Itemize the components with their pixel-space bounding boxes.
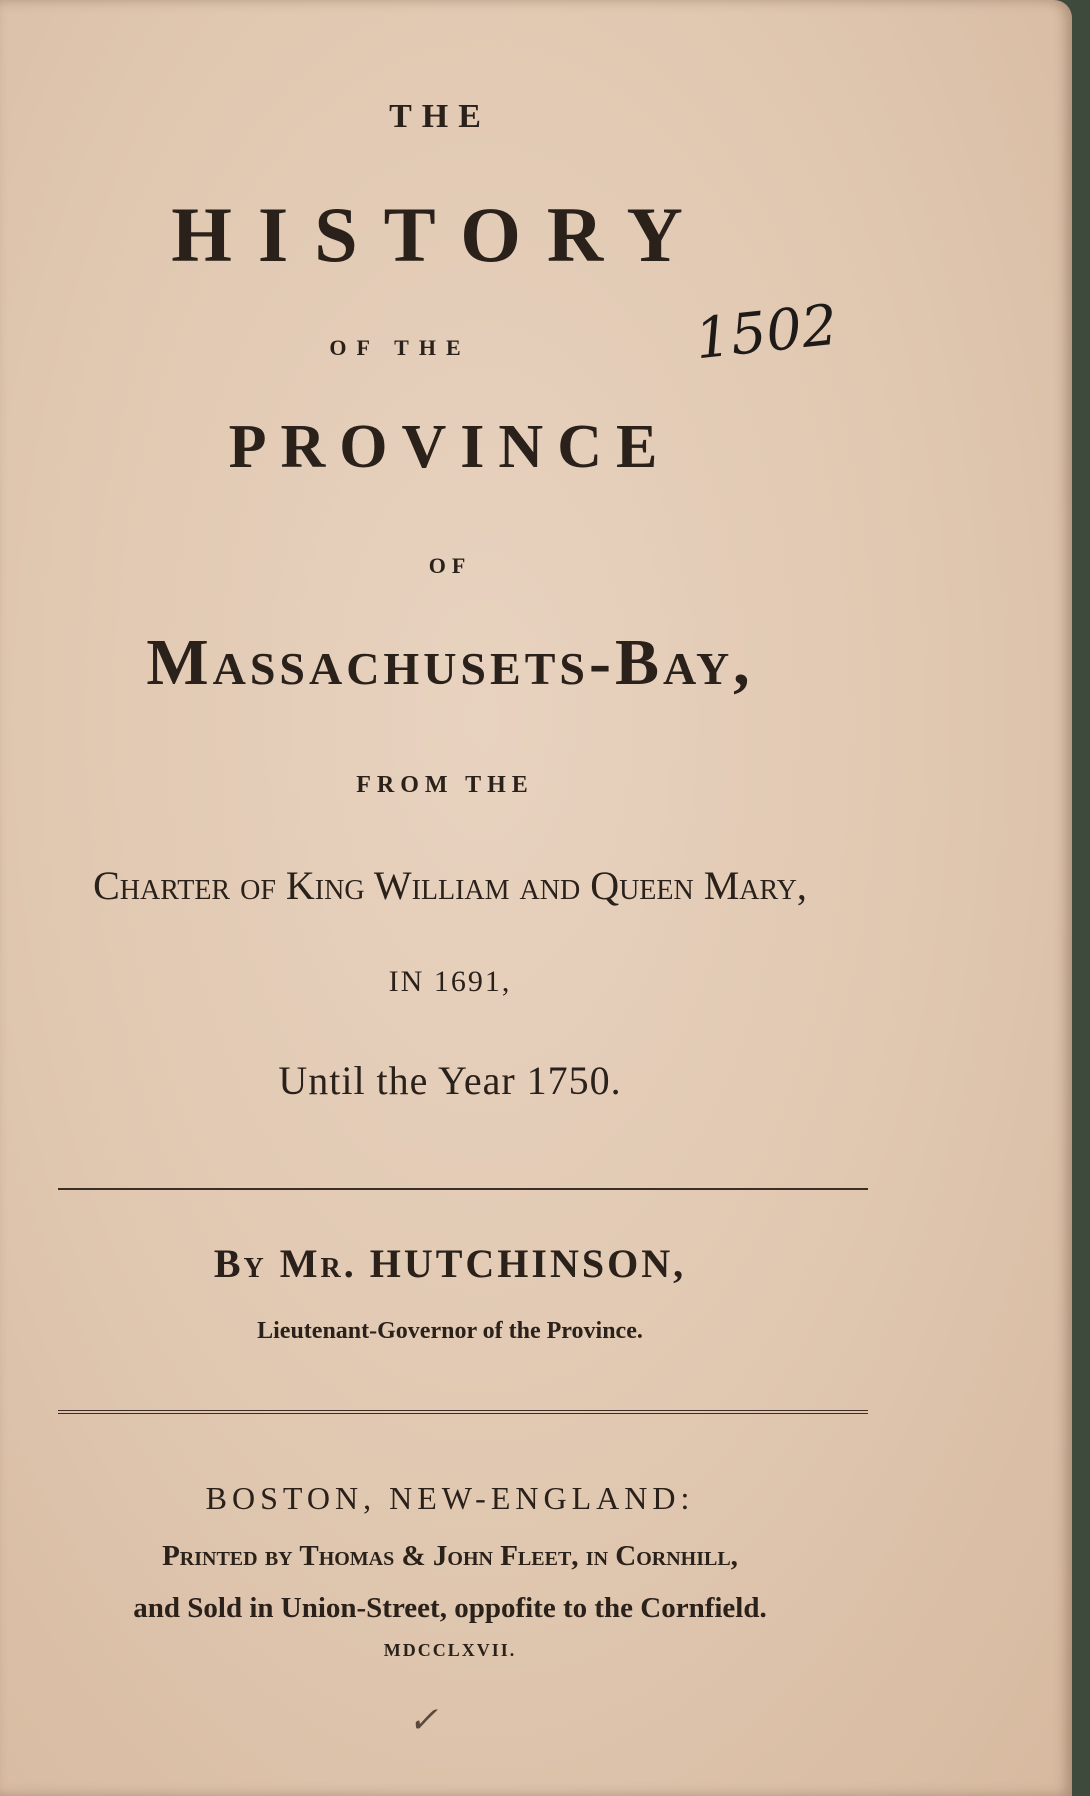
author-line: By Mr. HUTCHINSON,	[213, 1241, 687, 1286]
title-until: Until the Year 1750.	[278, 1058, 622, 1103]
title-of-the: OF THE	[329, 335, 471, 360]
title-in-year: IN 1691,	[388, 965, 512, 998]
title-of: OF	[428, 553, 472, 578]
double-divider-rule	[58, 1410, 868, 1418]
title-the: THE	[389, 98, 491, 135]
imprint-place: BOSTON, NEW-ENGLAND:	[205, 1480, 695, 1516]
imprint-printer: Printed by Thomas & John Fleet, in Cornhill,	[162, 1540, 738, 1572]
imprint-date: MDCCLXVII.	[383, 1640, 517, 1660]
divider-rule	[58, 1188, 868, 1190]
title-from-the: FROM THE	[356, 772, 534, 798]
title-charter: Charter of King William and Queen Mary,	[93, 863, 807, 908]
handwritten-check-mark: ✓	[408, 1700, 439, 1741]
author-title: Lieutenant-Governor of the Province.	[257, 1318, 643, 1344]
imprint-sold: and Sold in Union-Street, oppofite to the Cornfield.	[133, 1592, 767, 1624]
title-massachusets-bay: Massachusets-Bay,	[146, 626, 754, 699]
handwritten-shelf-number: 1502	[691, 292, 841, 373]
title-province: PROVINCE	[228, 413, 672, 481]
title-history: HISTORY	[171, 191, 709, 278]
